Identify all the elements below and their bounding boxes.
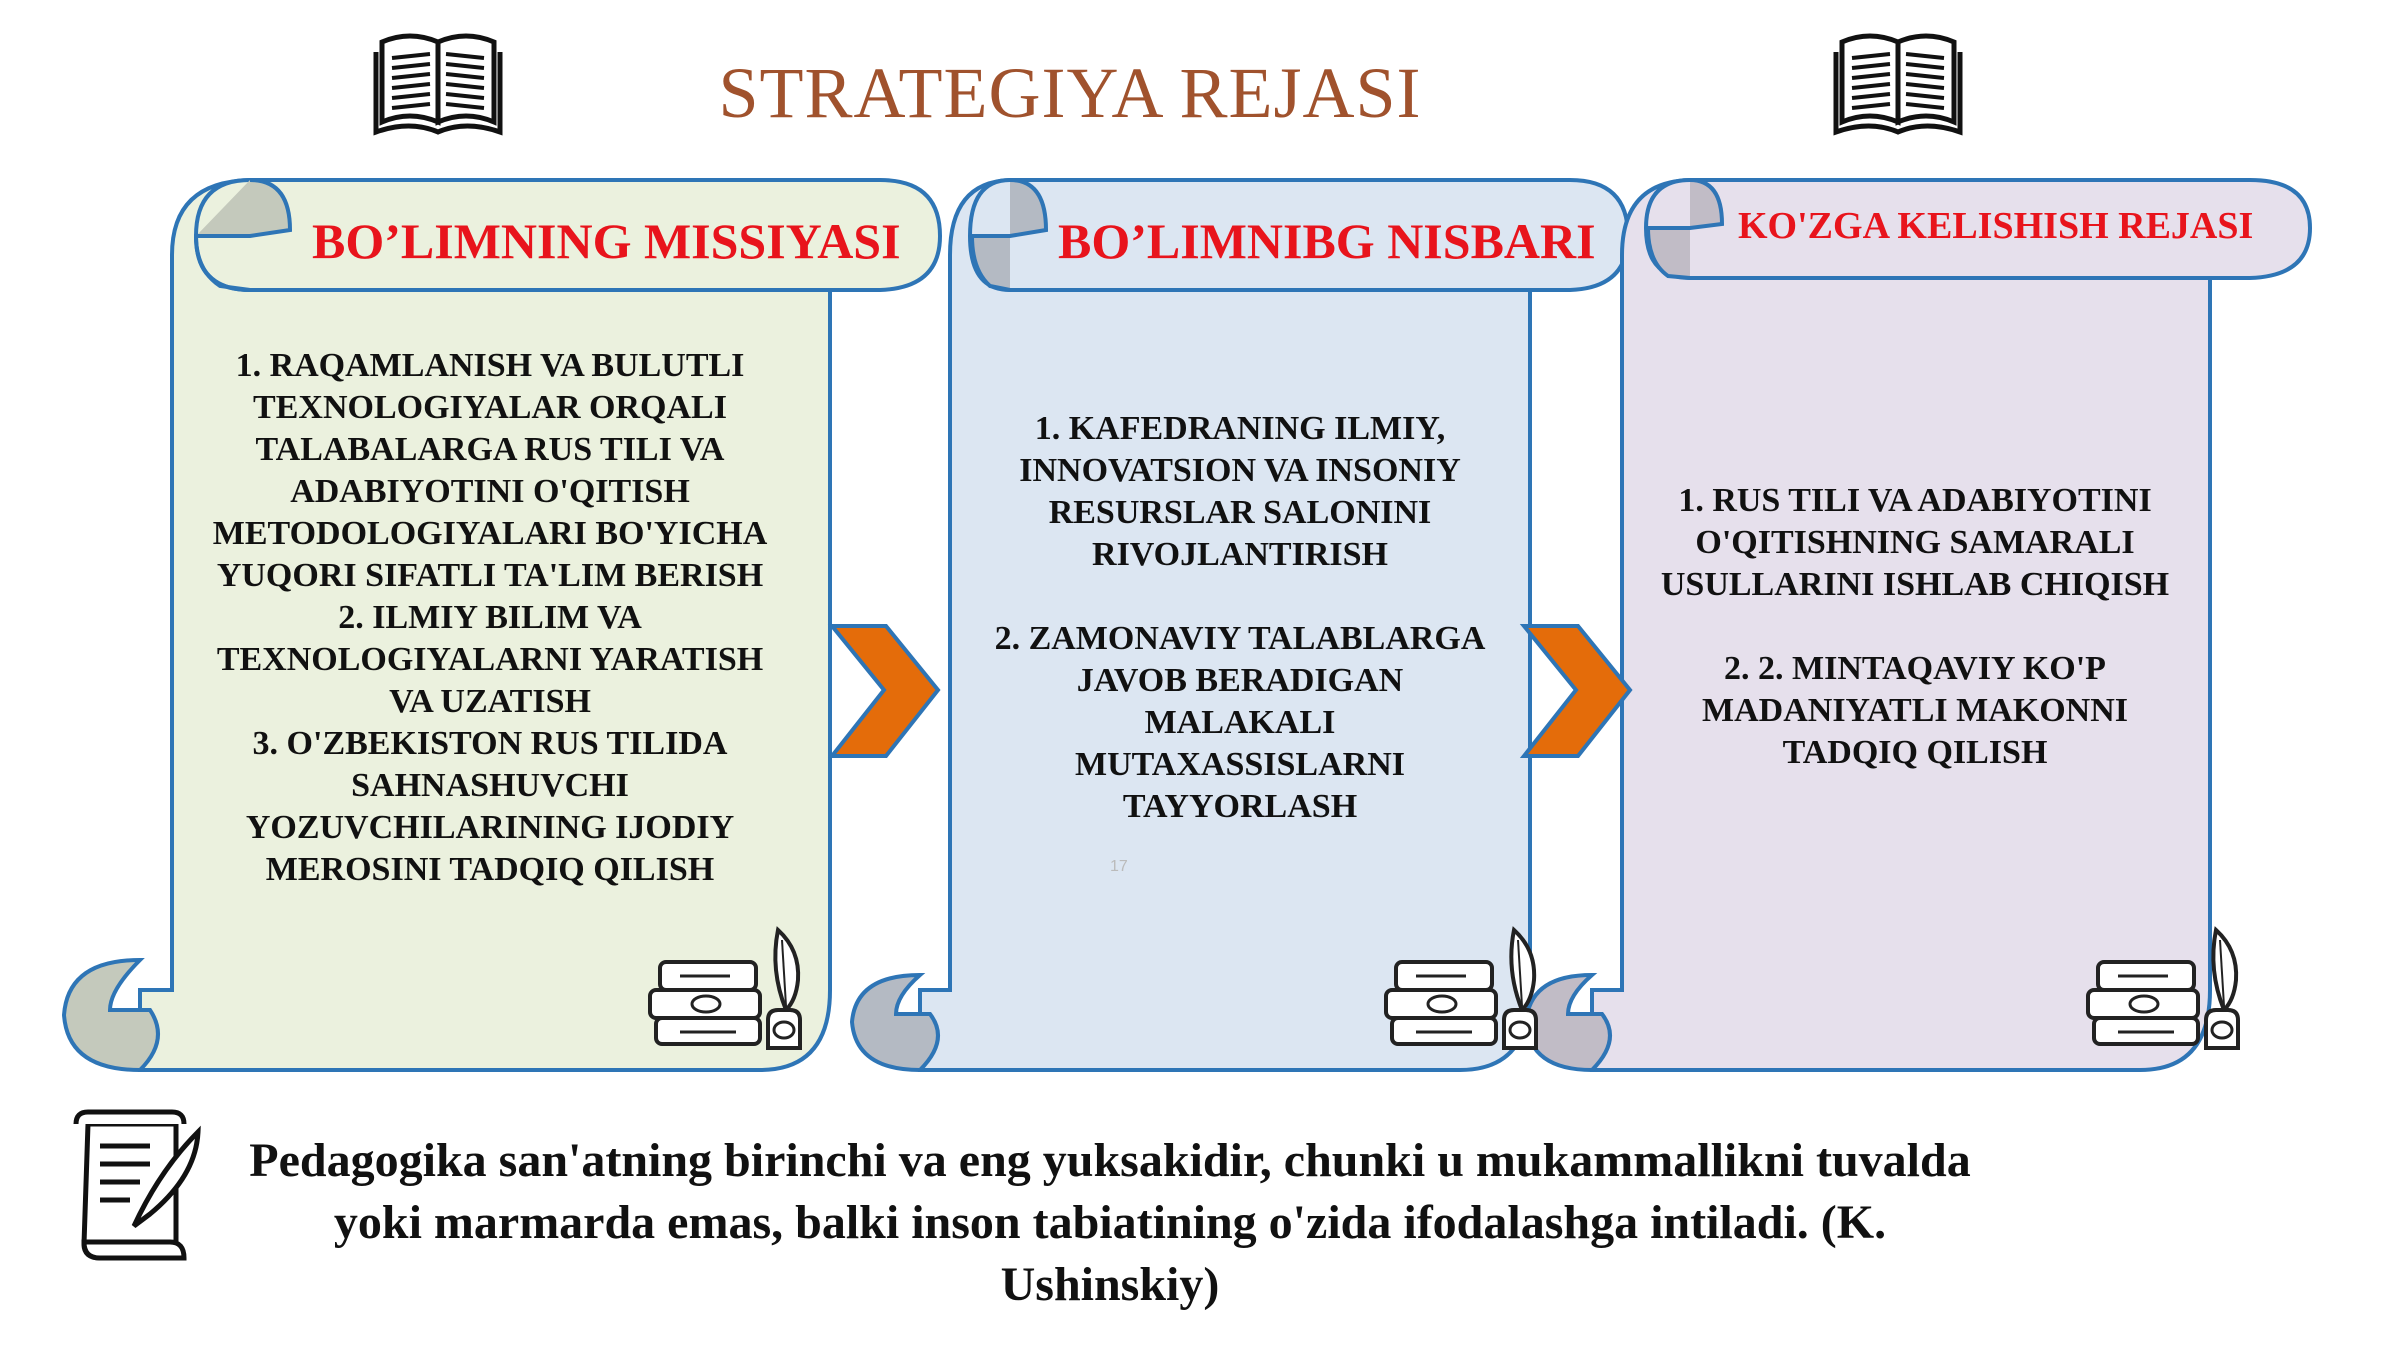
list-item: 3. O'ZBEKISTON RUS TILIDA SAHNASHUVCHI YOZUVCHILARINING IJODIY MEROSINI TADQIQ QILISH: [245, 725, 735, 888]
panel-2-heading: BO’LIMNIBG NISBARI: [1058, 213, 1596, 269]
scroll-quill-icon: [76, 1112, 198, 1258]
list-item: 2. 2. MINTAQAVIY KO'P MADANIYATLI MAKONNI TADQIQ QILISH: [1702, 650, 2128, 771]
list-item: 1. RAQAMLANISH VA BULUTLI TEXNOLOGIYALAR ORQALI TALABALARGA RUS TILI VA ADABIYOTINI O'QITISH METODOLOGIYALARI BO'YICHA YUQORI SIFATLI TA'LIM BERISH: [212, 347, 768, 594]
panel-1-list: [200, 345, 780, 891]
slide-title: STRATEGIYA REJASI: [718, 53, 1422, 133]
list-item: 2. ILMIY BILIM VA TEXNOLOGIYALARNI YARATISH VA UZATISH: [216, 599, 764, 720]
panel-2-list: [980, 408, 1500, 828]
open-book-icon: [1836, 36, 1960, 132]
list-item: 1. RUS TILI VA ADABIYOTINI O'QITISHNING SAMARALI USULLARINI ISHLAB CHIQISH: [1660, 482, 2170, 603]
quote-text: Pedagogika san'atning birinchi va eng yuksakidir, chunki u mukammallikni tuvalda yoki marmarda emas, balki inson tabiatining o'zida ifodalashga intiladi. (K. Ushinskiy): [249, 1134, 1971, 1311]
panel-1-heading: BO’LIMNING MISSIYASI: [312, 213, 901, 269]
chevron-arrow-icon: [832, 626, 938, 756]
page-number: 17: [1110, 858, 1128, 875]
panel-3-list: [1650, 480, 2180, 774]
list-item: 1. KAFEDRANING ILMIY, INNOVATSION VA INSONIY RESURSLAR SALONINI RIVOJLANTIRISH: [1019, 410, 1461, 573]
open-book-icon: [376, 36, 500, 132]
panel-3-heading: KO'ZGA KELISHISH REJASI: [1738, 205, 2254, 247]
list-item: 2. ZAMONAVIY TALABLARGA JAVOB BERADIGAN MALAKALI MUTAXASSISLARNI TAYYORLASH: [994, 620, 1486, 825]
chevron-arrow-icon: [1524, 626, 1630, 756]
